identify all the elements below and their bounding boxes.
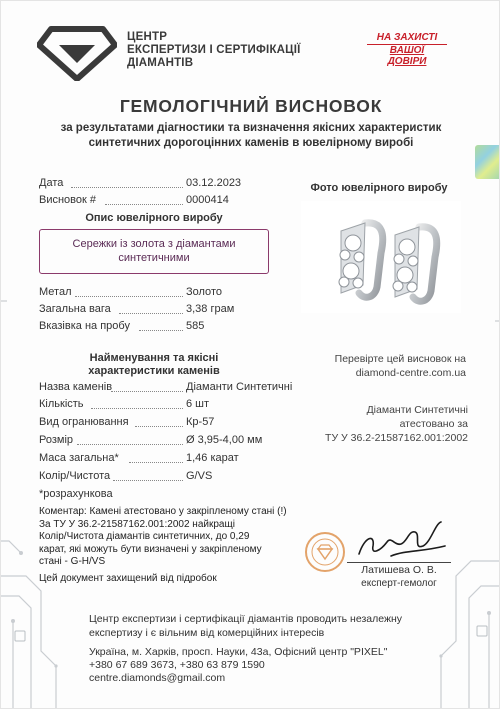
size-value: Ø 3,95-4,00 мм [186, 434, 263, 446]
organization-name [127, 31, 301, 70]
footnote: *розрахункова [39, 488, 113, 500]
note-line-1: Центр експертизи і сертифікації діамантів проводить незалежну [89, 613, 403, 625]
comment-line-6: Цей документ захищений від підробок [39, 572, 217, 584]
color-clarity-value: G/VS [186, 470, 213, 482]
comment-line-4: карат, які можуть бути визначені у закріпленому [39, 543, 262, 555]
divider [105, 204, 183, 205]
hallmark-label: Вказівка на пробу [39, 320, 130, 332]
weight-label: Загальна вага [39, 303, 111, 315]
cut-label: Вид огранювання [39, 416, 129, 428]
signature-icon [351, 516, 451, 566]
number-value: 0000414 [186, 194, 229, 206]
date-label: Дата [39, 177, 64, 189]
slogan-line-3: ДОВІРИ [387, 56, 427, 67]
mass-label: Маса загальна* [39, 452, 119, 464]
comment-line-3: Колір/Чистота діамантів синтетичних, до 0,29 [39, 531, 250, 543]
diamond-logo-icon [37, 25, 117, 81]
verify-block [306, 352, 466, 380]
slogan-line-1: НА ЗАХИСТІ [367, 32, 447, 45]
description-heading: Опис ювелірного виробу [85, 212, 223, 224]
slogan-line-2: ВАШОЇ [389, 45, 425, 56]
metal-label: Метал [39, 286, 72, 298]
attest-block [303, 403, 468, 445]
stones-heading-line-1: Найменування та якісні [89, 352, 219, 364]
divider [113, 480, 183, 481]
stone-name-value: Діаманти Синтетичні [186, 381, 293, 393]
divider [139, 330, 183, 331]
description-line-1: Сережки із золота з діамантами [72, 238, 236, 250]
color-clarity-label: Колір/Чистота [39, 470, 111, 482]
stones-heading-line-2: характеристики каменів [88, 365, 220, 377]
divider [91, 408, 183, 409]
slogan [367, 32, 447, 67]
org-line-3: ДІАМАНТІВ [127, 57, 194, 69]
document-subtitle [21, 121, 481, 151]
comment-block [39, 506, 309, 586]
description-line-2: синтетичними [118, 252, 190, 264]
document-title: ГЕМОЛОГІЧНИЙ ВИСНОВОК [119, 96, 383, 116]
earrings-photo [301, 201, 461, 313]
signatory-role: експерт-гемолог [361, 578, 437, 589]
org-line-1: ЦЕНТР [127, 31, 168, 43]
metal-value: Золото [186, 286, 222, 298]
photo-heading: Фото ювелірного виробу [310, 182, 448, 194]
attest-line-1: Діаманти Синтетичні [366, 404, 468, 416]
divider [111, 391, 183, 392]
description-box [39, 229, 269, 274]
subtitle-line-1: за результатами діагностики та визначення якісних характеристик [60, 122, 442, 134]
stones-heading [39, 352, 269, 378]
contacts-block [89, 646, 419, 685]
independence-note [89, 612, 419, 640]
attest-line-2: атестовано за [399, 418, 468, 430]
divider [129, 462, 183, 463]
stone-name-label: Назва каменів [39, 381, 113, 393]
weight-value: 3,38 грам [186, 303, 235, 315]
verify-line-1: Перевірте цей висновок на [334, 353, 466, 365]
comment-line-1: Коментар: Камені атестовано у закріпленому стані (!) [39, 506, 287, 517]
subtitle-line-2: синтетичних дорогоцінних каменів в ювелірному виробі [88, 137, 414, 149]
email-link[interactable]: centre.diamonds@gmail.com [89, 672, 226, 684]
hallmark-value: 585 [186, 320, 205, 332]
comment-line-2: За ТУ У 36.2-21587162.001:2002 найкращі [39, 518, 235, 530]
verify-link[interactable]: diamond-centre.com.ua [355, 367, 466, 379]
address: Україна, м. Харків, просп. Науки, 43а, Офісний центр "PIXEL" [89, 646, 388, 658]
org-line-2: ЕКСПЕРТИЗИ І СЕРТИФІКАЦІЇ [127, 44, 301, 56]
divider [77, 444, 183, 445]
signatory-name: Латишева О. В. [347, 562, 451, 576]
hologram-sticker-icon [475, 145, 500, 179]
comment-line-5: стані - G-H/VS [39, 556, 106, 568]
cut-value: Кр-57 [186, 416, 215, 428]
count-label: Кількість [39, 398, 84, 410]
count-value: 6 шт [186, 398, 210, 410]
seal-stamp-icon [304, 531, 346, 573]
date-value: 03.12.2023 [186, 177, 242, 189]
phones: +380 67 689 3673, +380 63 879 1590 [89, 659, 265, 671]
number-label: Висновок # [39, 194, 96, 206]
attest-line-3: ТУ У 36.2-21587162.001:2002 [325, 432, 468, 444]
divider [75, 296, 183, 297]
divider [135, 426, 183, 427]
size-label: Розмір [39, 434, 74, 446]
mass-value: 1,46 карат [186, 452, 239, 464]
divider [119, 313, 183, 314]
divider [71, 187, 183, 188]
note-line-2: експертизу і є вільним від комерційних інтересів [89, 627, 325, 639]
